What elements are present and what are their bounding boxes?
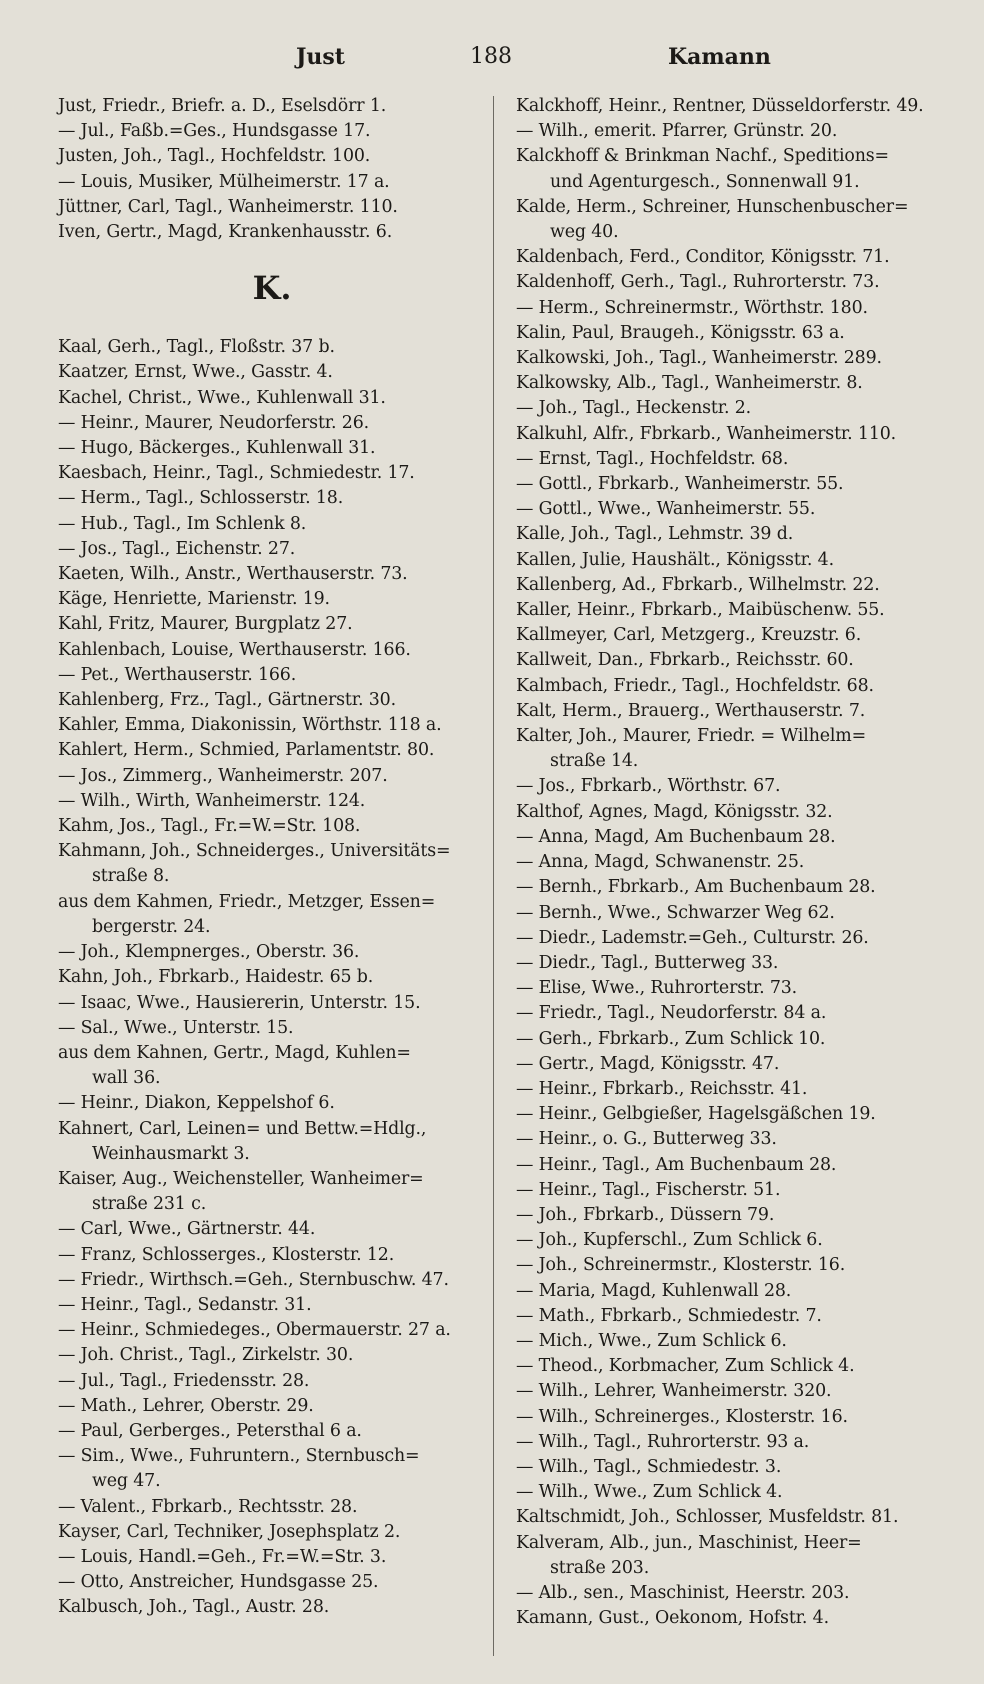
header-right-keyword: Kamann <box>668 44 771 70</box>
directory-entry: — Wilh., Wwe., Zum Schlick 4. <box>516 1482 783 1503</box>
directory-entry: — Hugo, Bäckerges., Kuhlenwall 31. <box>58 438 376 459</box>
directory-entry: Kalkowsky, Alb., Tagl., Wanheimerstr. 8. <box>516 373 863 394</box>
directory-entry: Kahlenbach, Louise, Werthauserstr. 166. <box>58 639 411 660</box>
section-heading: K. <box>252 269 292 308</box>
directory-entry: — Louis, Musiker, Mülheimerstr. 17 a. <box>58 171 390 192</box>
directory-entry: — Carl, Wwe., Gärtnerstr. 44. <box>58 1219 316 1240</box>
directory-entry: — Valent., Fbrkarb., Rechtsstr. 28. <box>58 1496 358 1517</box>
directory-entry: Kamann, Gust., Oekonom, Hofstr. 4. <box>516 1608 829 1629</box>
directory-entry: — Anna, Magd, Schwanenstr. 25. <box>516 852 805 873</box>
directory-entry: — Heinr., o. G., Butterweg 33. <box>516 1129 777 1150</box>
left-column-pre-entries <box>58 94 486 245</box>
directory-entry: Just, Friedr., Briefr. a. D., Eselsdörr 1. <box>58 96 387 116</box>
page-header <box>0 44 984 84</box>
directory-entry: Kalckhoff & Brinkman Nachf., Speditions= <box>516 146 889 167</box>
directory-entry: Kahl, Fritz, Maurer, Burgplatz 27. <box>58 614 353 635</box>
directory-entry: — Gottl., Fbrkarb., Wanheimerstr. 55. <box>516 474 844 495</box>
directory-entry: — Diedr., Tagl., Butterweg 33. <box>516 952 779 973</box>
right-column <box>516 94 956 1631</box>
directory-entry: — Sal., Wwe., Unterstr. 15. <box>58 1017 294 1038</box>
directory-entry-continuation: wall 36. <box>92 1068 161 1089</box>
directory-entry: Kahler, Emma, Diakonissin, Wörthstr. 118 a. <box>58 715 442 736</box>
header-left-keyword: Just <box>296 44 345 70</box>
directory-entry: Kaal, Gerh., Tagl., Floßstr. 37 b. <box>58 337 335 358</box>
directory-entry: — Heinr., Maurer, Neudorferstr. 26. <box>58 412 370 433</box>
directory-entry: — Joh., Kupferschl., Zum Schlick 6. <box>516 1230 823 1251</box>
directory-entry: — Joh., Fbrkarb., Düssern 79. <box>516 1204 775 1225</box>
directory-entry: Kalle, Joh., Tagl., Lehmstr. 39 d. <box>516 524 794 545</box>
directory-entry: Käge, Henriette, Marienstr. 19. <box>58 589 330 610</box>
directory-entry: Kahlenberg, Frz., Tagl., Gärtnerstr. 30. <box>58 690 396 711</box>
directory-entry: Kalde, Herm., Schreiner, Hunschenbuscher= <box>516 196 909 217</box>
directory-entry: — Isaac, Wwe., Hausiererin, Unterstr. 15. <box>58 992 421 1013</box>
directory-entry: Kaiser, Aug., Weichensteller, Wanheimer= <box>58 1168 424 1189</box>
directory-entry: — Friedr., Tagl., Neudorferstr. 84 a. <box>516 1003 827 1024</box>
left-column <box>58 94 486 1621</box>
directory-entry: — Wilh., Wirth, Wanheimerstr. 124. <box>58 790 366 811</box>
directory-entry: Kayser, Carl, Techniker, Josephsplatz 2. <box>58 1521 401 1542</box>
directory-entry: Kachel, Christ., Wwe., Kuhlenwall 31. <box>58 387 386 408</box>
directory-entry: Kalin, Paul, Braugeh., Königsstr. 63 a. <box>516 322 845 343</box>
directory-entry: — Jos., Tagl., Eichenstr. 27. <box>58 538 296 559</box>
directory-entry: Kahnert, Carl, Leinen= und Bettw.=Hdlg., <box>58 1118 427 1139</box>
directory-entry: — Wilh., Schreinerges., Klosterstr. 16. <box>516 1406 848 1427</box>
directory-entry: Kahlert, Herm., Schmied, Parlamentstr. 80. <box>58 740 435 761</box>
directory-entry: — Herm., Tagl., Schlosserstr. 18. <box>58 488 344 509</box>
directory-entry-continuation: straße 8. <box>92 866 170 887</box>
directory-entry: Kalkowski, Joh., Tagl., Wanheimerstr. 289. <box>516 348 882 369</box>
right-column-entries <box>516 94 956 1631</box>
directory-entry: Kalmbach, Friedr., Tagl., Hochfeldstr. 68. <box>516 675 874 696</box>
directory-entry: — Heinr., Diakon, Keppelshof 6. <box>58 1093 335 1114</box>
directory-entry: — Otto, Anstreicher, Hundsgasse 25. <box>58 1572 379 1593</box>
directory-entry: Justen, Joh., Tagl., Hochfeldstr. 100. <box>58 146 371 167</box>
directory-entry: — Gottl., Wwe., Wanheimerstr. 55. <box>516 499 816 520</box>
directory-entry: — Jos., Zimmerg., Wanheimerstr. 207. <box>58 765 388 786</box>
directory-entry: Kaeten, Wilh., Anstr., Werthauserstr. 73. <box>58 564 408 585</box>
directory-entry-continuation: straße 231 c. <box>92 1194 207 1215</box>
directory-entry: — Joh., Klempnerges., Oberstr. 36. <box>58 942 360 963</box>
directory-entry: Kallmeyer, Carl, Metzgerg., Kreuzstr. 6. <box>516 625 862 646</box>
directory-entry: — Elise, Wwe., Ruhrorterstr. 73. <box>516 978 798 999</box>
directory-entry: — Sim., Wwe., Fuhruntern., Sternbusch= <box>58 1446 420 1467</box>
directory-entry: — Math., Lehrer, Oberstr. 29. <box>58 1395 314 1416</box>
left-column-entries <box>58 335 486 1620</box>
directory-entry-continuation: straße 203. <box>550 1557 650 1578</box>
directory-entry: — Mich., Wwe., Zum Schlick 6. <box>516 1330 787 1351</box>
directory-entry: — Wilh., emerit. Pfarrer, Grünstr. 20. <box>516 121 838 142</box>
directory-entry-continuation: straße 14. <box>550 751 639 772</box>
directory-entry: aus dem Kahmen, Friedr., Metzger, Essen= <box>58 891 436 912</box>
directory-entry: — Joh., Schreinermstr., Klosterstr. 16. <box>516 1255 846 1276</box>
directory-entry: — Joh. Christ., Tagl., Zirkelstr. 30. <box>58 1345 354 1366</box>
directory-entry: Kallen, Julie, Haushält., Königsstr. 4. <box>516 549 834 570</box>
directory-entry: — Pet., Werthauserstr. 166. <box>58 664 297 685</box>
directory-entry-continuation: weg 40. <box>550 222 619 243</box>
directory-entry: — Bernh., Fbrkarb., Am Buchenbaum 28. <box>516 877 876 898</box>
directory-entry: Kalthof, Agnes, Magd, Königsstr. 32. <box>516 801 833 822</box>
directory-entry: — Heinr., Tagl., Sedanstr. 31. <box>58 1294 312 1315</box>
directory-entry: Kahm, Jos., Tagl., Fr.=W.=Str. 108. <box>58 816 361 837</box>
directory-entry: — Heinr., Schmiedeges., Obermauerstr. 27 a. <box>58 1320 451 1341</box>
directory-entry: — Math., Fbrkarb., Schmiedestr. 7. <box>516 1305 822 1326</box>
directory-entry: — Louis, Handl.=Geh., Fr.=W.=Str. 3. <box>58 1546 387 1567</box>
directory-entry: Kalkuhl, Alfr., Fbrkarb., Wanheimerstr. 110. <box>516 423 897 444</box>
directory-entry: Kaesbach, Heinr., Tagl., Schmiedestr. 17. <box>58 463 415 484</box>
directory-entry: Kahn, Joh., Fbrkarb., Haidestr. 65 b. <box>58 967 374 988</box>
directory-entry: Kalveram, Alb., jun., Maschinist, Heer= <box>516 1532 862 1553</box>
directory-entry: — Paul, Gerberges., Petersthal 6 a. <box>58 1420 362 1441</box>
directory-entry-continuation: Weinhausmarkt 3. <box>92 1143 250 1164</box>
directory-entry: Kalter, Joh., Maurer, Friedr. = Wilhelm= <box>516 726 867 747</box>
directory-entry: — Heinr., Tagl., Am Buchenbaum 28. <box>516 1154 837 1175</box>
directory-entry: Kalckhoff, Heinr., Rentner, Düsseldorferstr. 49. <box>516 96 924 116</box>
directory-entry: — Alb., sen., Maschinist, Heerstr. 203. <box>516 1582 850 1603</box>
directory-entry-continuation: bergerstr. 24. <box>92 916 211 937</box>
directory-entry: — Jul., Tagl., Friedensstr. 28. <box>58 1370 310 1391</box>
directory-entry: Kaldenhoff, Gerh., Tagl., Ruhrorterstr. 73. <box>516 272 880 293</box>
directory-entry: — Theod., Korbmacher, Zum Schlick 4. <box>516 1356 855 1377</box>
directory-entry: — Hub., Tagl., Im Schlenk 8. <box>58 513 307 534</box>
directory-entry: — Wilh., Tagl., Schmiedestr. 3. <box>516 1456 782 1477</box>
directory-entry: Kaltschmidt, Joh., Schlosser, Musfeldstr. 81. <box>516 1507 899 1528</box>
directory-entry: — Franz, Schlosserges., Klosterstr. 12. <box>58 1244 395 1265</box>
directory-entry: — Heinr., Gelbgießer, Hagelsgäßchen 19. <box>516 1104 876 1125</box>
directory-entry: Kalbusch, Joh., Tagl., Austr. 28. <box>58 1597 330 1618</box>
directory-entry: — Heinr., Fbrkarb., Reichsstr. 41. <box>516 1078 808 1099</box>
directory-entry: — Wilh., Lehrer, Wanheimerstr. 320. <box>516 1381 832 1402</box>
directory-entry: Kalt, Herm., Brauerg., Werthauserstr. 7. <box>516 700 866 721</box>
directory-entry: — Anna, Magd, Am Buchenbaum 28. <box>516 826 836 847</box>
directory-entry: — Diedr., Lademstr.=Geh., Culturstr. 26. <box>516 927 869 948</box>
directory-entry: — Friedr., Wirthsch.=Geh., Sternbuschw. 47. <box>58 1269 449 1290</box>
directory-entry: Kahmann, Joh., Schneiderges., Universitäts= <box>58 841 451 862</box>
directory-entry: aus dem Kahnen, Gertr., Magd, Kuhlen= <box>58 1042 411 1063</box>
directory-entry: — Bernh., Wwe., Schwarzer Weg 62. <box>516 902 835 923</box>
page-number: 188 <box>470 44 512 69</box>
directory-entry: — Heinr., Tagl., Fischerstr. 51. <box>516 1179 781 1200</box>
directory-entry: — Joh., Tagl., Heckenstr. 2. <box>516 398 752 419</box>
directory-entry: — Herm., Schreinermstr., Wörthstr. 180. <box>516 297 868 318</box>
directory-entry: — Maria, Magd, Kuhlenwall 28. <box>516 1280 792 1301</box>
column-divider <box>493 96 494 1656</box>
directory-entry: Kaatzer, Ernst, Wwe., Gasstr. 4. <box>58 362 333 383</box>
directory-entry: Kaldenbach, Ferd., Conditor, Königsstr. 71. <box>516 247 890 268</box>
directory-entry: — Ernst, Tagl., Hochfeldstr. 68. <box>516 448 789 469</box>
directory-entry-continuation: und Agenturgesch., Sonnenwall 91. <box>550 171 860 192</box>
directory-entry: — Gerh., Fbrkarb., Zum Schlick 10. <box>516 1028 826 1049</box>
directory-entry: — Wilh., Tagl., Ruhrorterstr. 93 a. <box>516 1431 810 1452</box>
directory-entry: Jüttner, Carl, Tagl., Wanheimerstr. 110. <box>58 196 398 217</box>
directory-entry: — Jos., Fbrkarb., Wörthstr. 67. <box>516 776 781 797</box>
directory-entry-continuation: weg 47. <box>92 1471 161 1492</box>
directory-entry: — Gertr., Magd, Königsstr. 47. <box>516 1053 780 1074</box>
directory-entry: Kallweit, Dan., Fbrkarb., Reichsstr. 60. <box>516 650 854 671</box>
directory-entry: Kaller, Heinr., Fbrkarb., Maibüschenw. 55. <box>516 600 885 621</box>
directory-entry: Kallenberg, Ad., Fbrkarb., Wilhelmstr. 22. <box>516 574 880 595</box>
directory-entry: — Jul., Faßb.=Ges., Hundsgasse 17. <box>58 121 371 142</box>
directory-entry: Iven, Gertr., Magd, Krankenhausstr. 6. <box>58 222 393 243</box>
